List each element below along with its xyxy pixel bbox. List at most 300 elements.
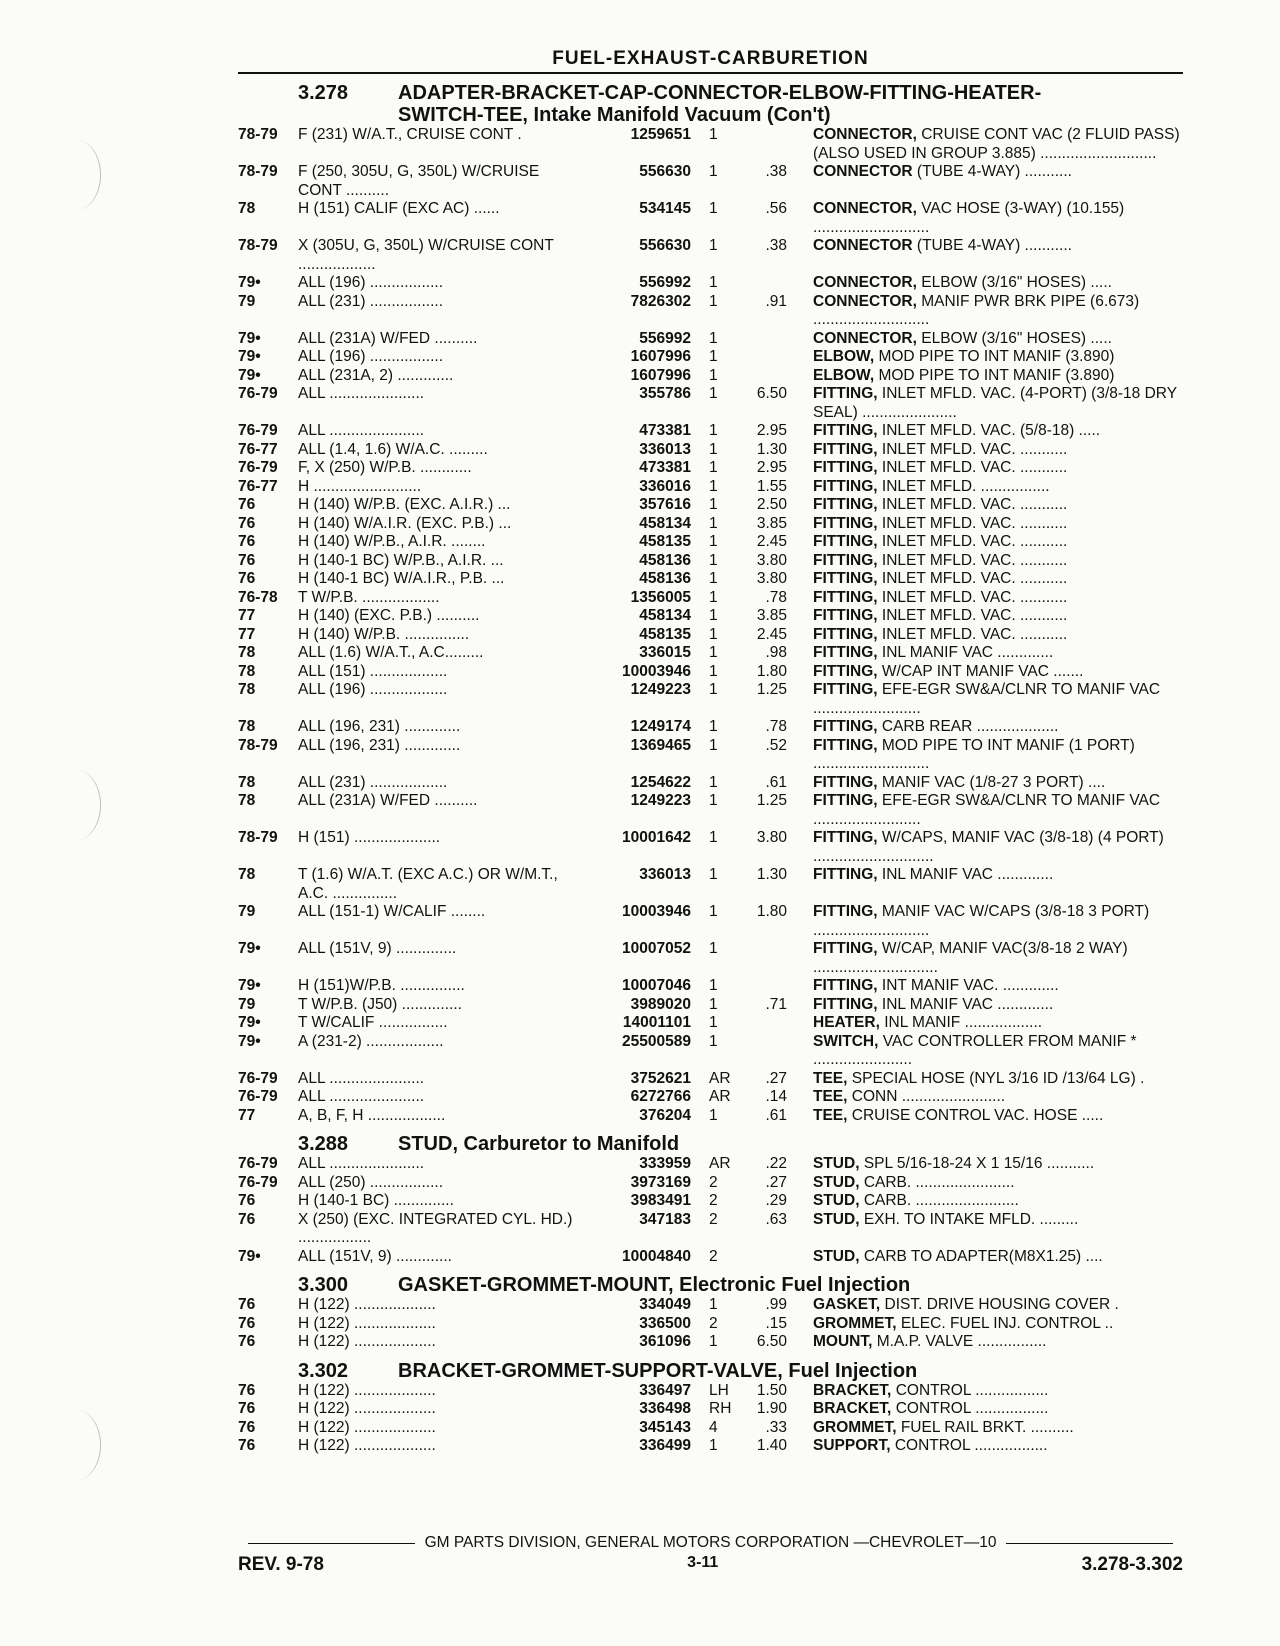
part-detail: CARB. ........................ — [863, 1192, 1019, 1209]
model-application: ALL (250) ................. — [298, 1173, 444, 1191]
price: .78 — [765, 588, 787, 606]
table-row — [238, 1174, 1183, 1193]
part-detail: INLET MFLD. ................ — [881, 477, 1050, 495]
price: .71 — [765, 995, 787, 1013]
part-description — [793, 1107, 1183, 1126]
table-row — [238, 459, 1183, 478]
table-row — [238, 1315, 1183, 1334]
part-description — [793, 126, 1183, 163]
part-name: FITTING, — [813, 995, 878, 1013]
price: .61 — [765, 773, 787, 791]
table-row — [238, 422, 1183, 441]
part-name: SUPPORT, — [813, 1437, 891, 1454]
section-heading-line1: BRACKET-GROMMET-SUPPORT-VALVE, Fuel Injection — [398, 1359, 918, 1382]
part-detail: CONTROL ................. — [894, 1437, 1048, 1454]
quantity: 1 — [709, 736, 718, 754]
part-description — [793, 367, 1183, 386]
model-application: ALL (151) .................. — [298, 662, 448, 680]
part-number: 347183 — [639, 1210, 691, 1228]
model-year: 77 — [238, 625, 256, 643]
part-name: FITTING, — [813, 736, 878, 754]
model-year: 78-79 — [238, 829, 278, 846]
price: .27 — [765, 1173, 787, 1191]
part-name: TEE, — [813, 1088, 848, 1105]
model-application: H (151)W/P.B. ............... — [298, 977, 465, 994]
table-row — [238, 515, 1183, 534]
part-number: 10007052 — [622, 940, 691, 957]
quantity: 1 — [709, 163, 718, 180]
part-description — [793, 496, 1183, 515]
table-row — [238, 163, 1183, 200]
part-number: 473381 — [639, 459, 691, 476]
price: 1.30 — [756, 440, 787, 458]
quantity: 1 — [709, 718, 718, 735]
part-number: 357616 — [639, 496, 691, 513]
quantity: 1 — [709, 977, 718, 994]
part-detail: (TUBE 4-WAY) ........... — [916, 163, 1072, 180]
part-description — [793, 1437, 1183, 1456]
quantity: 2 — [709, 1247, 718, 1265]
model-application: ALL (196) ................. — [298, 274, 444, 291]
quantity: 4 — [709, 1418, 718, 1436]
table-row — [238, 718, 1183, 737]
model-application: X (305U, G, 350L) W/CRUISE CONT .................. — [298, 237, 558, 273]
model-application: H (122) ................... — [298, 1333, 436, 1350]
part-number: 336013 — [639, 866, 691, 883]
model-year: 76 — [238, 1210, 256, 1228]
price: .33 — [765, 1418, 787, 1436]
part-number: 458135 — [639, 625, 691, 643]
part-description — [793, 552, 1183, 571]
model-year: 79• — [238, 366, 261, 384]
quantity: 1 — [709, 533, 718, 550]
part-number: 7826302 — [630, 292, 691, 310]
model-year: 76-77 — [238, 477, 278, 495]
table-row — [238, 570, 1183, 589]
quantity: 1 — [709, 1333, 718, 1350]
part-name: FITTING, — [813, 681, 878, 698]
model-application: H (122) ................... — [298, 1296, 436, 1313]
table-row — [238, 774, 1183, 793]
sections-container — [238, 82, 1183, 1456]
part-description — [793, 940, 1183, 977]
table-row — [238, 792, 1183, 829]
model-year: 79• — [238, 1014, 261, 1031]
part-description — [793, 385, 1183, 422]
quantity: AR — [709, 1069, 731, 1087]
part-number: 10003946 — [622, 662, 691, 680]
part-name: FITTING, — [813, 385, 878, 402]
table-row — [238, 996, 1183, 1015]
table-row — [238, 552, 1183, 571]
section-title — [238, 1360, 1183, 1382]
section-number: 3.288 — [298, 1133, 349, 1155]
model-application: ALL (231) ................. — [298, 292, 444, 310]
price: 6.50 — [756, 1333, 787, 1350]
section-number: 3.302 — [298, 1359, 349, 1382]
section-heading — [398, 1360, 1183, 1382]
part-detail: INL MANIF VAC ............. — [881, 995, 1054, 1013]
model-application: T W/P.B. (J50) .............. — [298, 995, 462, 1013]
quantity: 1 — [709, 366, 718, 384]
part-name: STUD, — [813, 1155, 860, 1172]
model-year: 76-79 — [238, 1088, 278, 1105]
part-description — [793, 459, 1183, 478]
quantity: 1 — [709, 274, 718, 291]
price: 1.30 — [756, 866, 787, 883]
model-application: H (140-1 BC) .............. — [298, 1192, 454, 1209]
model-application: H (122) ................... — [298, 1381, 436, 1399]
part-description — [793, 330, 1183, 349]
price: .38 — [765, 163, 787, 180]
model-application: H (151) CALIF (EXC AC) ...... — [298, 200, 500, 217]
price: .78 — [765, 718, 787, 735]
part-description — [793, 1315, 1183, 1334]
part-detail: INLET MFLD. VAC. ........... — [881, 607, 1068, 624]
model-year: 76 — [238, 496, 256, 513]
part-name: FITTING, — [813, 977, 878, 994]
part-detail: MOD PIPE TO INT MANIF (3.890) — [878, 366, 1115, 384]
part-name: FITTING, — [813, 459, 878, 476]
model-year: 78 — [238, 866, 256, 883]
model-application: H (140) W/A.I.R. (EXC. P.B.) ... — [298, 514, 512, 532]
section-heading-line1: STUD, Carburetor to Manifold — [398, 1133, 680, 1155]
price: 1.80 — [756, 662, 787, 680]
part-detail: MANIF VAC (1/8-27 3 PORT) .... — [881, 773, 1106, 791]
model-year: 79• — [238, 1032, 261, 1050]
quantity: 1 — [709, 866, 718, 883]
quantity: AR — [709, 1155, 731, 1172]
part-detail: INT MANIF VAC. ............. — [881, 977, 1059, 994]
part-number: 1254622 — [630, 773, 691, 791]
model-year: 76 — [238, 1418, 256, 1436]
section-heading-line1: GASKET-GROMMET-MOUNT, Electronic Fuel Injection — [398, 1274, 911, 1296]
part-detail: INLET MFLD. VAC. ........... — [881, 459, 1068, 476]
part-description — [793, 996, 1183, 1015]
quantity: 1 — [709, 292, 718, 310]
part-description — [793, 237, 1183, 256]
part-detail: INLET MFLD. VAC. (4-PORT) (3/8-18 DRY SEAL) ...................... — [813, 385, 1177, 421]
table-row — [238, 385, 1183, 422]
table-row — [238, 1400, 1183, 1419]
part-detail: ELEC. FUEL INJ. CONTROL .. — [900, 1314, 1114, 1332]
part-description — [793, 626, 1183, 645]
part-detail: FUEL RAIL BRKT. .......... — [900, 1418, 1074, 1436]
section-number: 3.278 — [298, 82, 349, 104]
model-year: 78-79 — [238, 736, 278, 754]
price: .56 — [765, 200, 787, 217]
part-number: 10003946 — [622, 903, 691, 920]
part-detail: W/CAP INT MANIF VAC ....... — [881, 662, 1084, 680]
part-detail: CARB REAR ................... — [881, 718, 1059, 735]
price: .61 — [765, 1106, 787, 1124]
part-number: 6272766 — [630, 1088, 691, 1105]
price: 3.80 — [756, 829, 787, 846]
part-detail: INLET MFLD. VAC. ........... — [881, 440, 1068, 458]
price: .27 — [765, 1069, 787, 1087]
part-name: STUD, — [813, 1210, 860, 1228]
part-name: STUD, — [813, 1173, 860, 1191]
price: 1.50 — [756, 1381, 787, 1399]
part-number: 336499 — [639, 1437, 691, 1454]
model-year: 76-78 — [238, 588, 278, 606]
model-application: ALL (151-1) W/CALIF ........ — [298, 903, 486, 920]
price: 1.40 — [756, 1437, 787, 1454]
table-row — [238, 126, 1183, 163]
price: 1.55 — [756, 477, 787, 495]
table-row — [238, 903, 1183, 940]
part-name: MOUNT, — [813, 1333, 873, 1350]
part-number: 1607996 — [630, 366, 691, 384]
model-application: H (122) ................... — [298, 1418, 436, 1436]
part-name: TEE, — [813, 1069, 848, 1087]
model-application: ALL (196) ................. — [298, 348, 444, 365]
part-detail: CRUISE CONTROL VAC. HOSE ..... — [851, 1106, 1104, 1124]
table-row — [238, 1033, 1183, 1070]
part-name: GASKET, — [813, 1296, 881, 1313]
table-row — [238, 1088, 1183, 1107]
part-number: 336497 — [639, 1381, 691, 1399]
model-application: T (1.6) W/A.T. (EXC A.C.) OR W/M.T., A.C. ............... — [298, 866, 562, 902]
part-name: FITTING, — [813, 533, 878, 550]
table-row — [238, 1296, 1183, 1315]
part-name: FITTING, — [813, 625, 878, 643]
model-year: 78-79 — [238, 237, 278, 254]
part-description — [793, 478, 1183, 497]
price: 3.85 — [756, 607, 787, 624]
model-application: ALL ...................... — [298, 1088, 425, 1105]
part-description — [793, 663, 1183, 682]
table-row — [238, 1192, 1183, 1211]
table-row — [238, 866, 1183, 903]
part-detail: INLET MFLD. VAC. ........... — [881, 514, 1068, 532]
part-description — [793, 866, 1183, 885]
model-application: H (151) .................... — [298, 829, 441, 846]
part-detail: INLET MFLD. VAC. ........... — [881, 551, 1068, 569]
part-name: CONNECTOR — [813, 237, 913, 254]
model-application: H (122) ................... — [298, 1400, 436, 1417]
section-title — [238, 1274, 1183, 1296]
table-row — [238, 1107, 1183, 1126]
part-description — [793, 163, 1183, 182]
quantity: 1 — [709, 459, 718, 476]
model-year: 78 — [238, 792, 256, 809]
page-footer — [238, 1534, 1183, 1576]
model-year: 76 — [238, 1400, 256, 1417]
table-row — [238, 533, 1183, 552]
model-year: 76 — [238, 533, 256, 550]
binder-hole-3 — [52, 1410, 101, 1480]
part-detail: CARB. ....................... — [863, 1173, 1015, 1191]
model-year: 78 — [238, 644, 256, 661]
table-row — [238, 1155, 1183, 1174]
binder-hole-1 — [52, 140, 101, 210]
part-description — [793, 1174, 1183, 1193]
table-row — [238, 330, 1183, 349]
price: 3.80 — [756, 551, 787, 569]
part-number: 25500589 — [622, 1032, 691, 1050]
part-detail: W/CAP, MANIF VAC(3/8-18 2 WAY) ............................. — [813, 940, 1128, 976]
model-application: F (250, 305U, G, 350L) W/CRUISE CONT .......... — [298, 163, 544, 199]
part-name: FITTING, — [813, 570, 878, 587]
price: 6.50 — [756, 385, 787, 402]
part-number: 1249174 — [630, 718, 691, 735]
model-year: 76 — [238, 1314, 256, 1332]
quantity: 2 — [709, 1173, 718, 1191]
part-description — [793, 422, 1183, 441]
table-row — [238, 1070, 1183, 1089]
model-application: H ......................... — [298, 477, 422, 495]
part-number: 10004840 — [622, 1247, 691, 1265]
section-heading-line1: ADAPTER-BRACKET-CAP-CONNECTOR-ELBOW-FITTING-HEATER- — [398, 82, 1042, 104]
group-range: 3.278-3.302 — [1081, 1554, 1183, 1575]
table-row — [238, 237, 1183, 274]
part-number: 458135 — [639, 533, 691, 550]
table-row — [238, 1382, 1183, 1401]
part-name: FITTING, — [813, 773, 878, 791]
model-application: H (140-1 BC) W/A.I.R., P.B. ... — [298, 570, 505, 587]
quantity: 1 — [709, 422, 718, 439]
part-description — [793, 1419, 1183, 1438]
part-detail: INL MANIF VAC ............. — [881, 866, 1054, 883]
model-year: 76 — [238, 1333, 256, 1350]
part-number: 3752621 — [630, 1069, 691, 1087]
price: .52 — [765, 736, 787, 754]
model-application: ALL (196) .................. — [298, 681, 448, 698]
part-description — [793, 1211, 1183, 1230]
part-name: CONNECTOR, — [813, 329, 917, 347]
model-year: 76 — [238, 551, 256, 569]
part-number: 458134 — [639, 607, 691, 624]
part-number: 1249223 — [630, 681, 691, 698]
model-year: 79• — [238, 329, 261, 347]
quantity: 2 — [709, 1314, 718, 1332]
quantity: 1 — [709, 496, 718, 513]
quantity: 1 — [709, 1032, 718, 1050]
model-application: ALL (196, 231) ............. — [298, 718, 461, 735]
quantity: RH — [709, 1400, 732, 1417]
part-number: 345143 — [639, 1418, 691, 1436]
table-row — [238, 626, 1183, 645]
quantity: 1 — [709, 588, 718, 606]
part-detail: CONN ........................ — [851, 1088, 1006, 1105]
part-number: 556992 — [639, 274, 691, 291]
part-number: 361096 — [639, 1333, 691, 1350]
model-application: ALL ...................... — [298, 385, 425, 402]
part-description — [793, 1248, 1183, 1267]
part-description — [793, 903, 1183, 940]
part-description — [793, 1192, 1183, 1211]
part-description — [793, 200, 1183, 237]
model-application: H (140) (EXC. P.B.) .......... — [298, 607, 480, 624]
model-application: ALL (231A, 2) ............. — [298, 366, 454, 384]
model-year: 78-79 — [238, 126, 278, 143]
part-name: FITTING, — [813, 551, 878, 569]
part-number: 3973169 — [630, 1173, 691, 1191]
part-name: FITTING, — [813, 792, 878, 809]
model-application: F, X (250) W/P.B. ............ — [298, 459, 472, 476]
model-year: 78 — [238, 718, 256, 735]
part-name: FITTING, — [813, 829, 878, 846]
table-row — [238, 977, 1183, 996]
part-name: FITTING, — [813, 644, 878, 661]
part-number: 458136 — [639, 551, 691, 569]
part-description — [793, 441, 1183, 460]
part-detail: INLET MFLD. VAC. ........... — [881, 625, 1068, 643]
part-description — [793, 737, 1183, 774]
model-year: 76-77 — [238, 440, 278, 458]
part-detail: DIST. DRIVE HOUSING COVER . — [884, 1296, 1119, 1313]
part-number: 1369465 — [630, 736, 691, 754]
part-detail: CONTROL ................. — [895, 1381, 1049, 1399]
quantity: 1 — [709, 644, 718, 661]
quantity: 1 — [709, 440, 718, 458]
page-number: 3-11 — [687, 1554, 719, 1571]
quantity: 1 — [709, 237, 718, 254]
price: .98 — [765, 644, 787, 661]
table-row — [238, 681, 1183, 718]
section-heading — [398, 1133, 1183, 1155]
model-year: 78 — [238, 773, 256, 791]
part-detail: CONTROL ................. — [895, 1400, 1049, 1417]
part-detail: EFE-EGR SW&A/CLNR TO MANIF VAC ......................... — [813, 792, 1161, 828]
section-heading-line2: SWITCH-TEE, Intake Manifold Vacuum (Con't) — [398, 104, 831, 126]
part-description — [793, 533, 1183, 552]
model-application: H (122) ................... — [298, 1437, 436, 1454]
price: 2.95 — [756, 459, 787, 476]
model-application: H (140-1 BC) W/P.B., A.I.R. ... — [298, 551, 504, 569]
part-name: CONNECTOR — [813, 163, 913, 180]
part-detail: ELBOW (3/16" HOSES) ..... — [921, 274, 1112, 291]
revision-label: REV. 9-78 — [238, 1554, 324, 1575]
table-row — [238, 293, 1183, 330]
part-name: ELBOW, — [813, 366, 875, 384]
footer-publisher: GM PARTS DIVISION, GENERAL MOTORS CORPORATION —CHEVROLET—10 — [424, 1534, 997, 1551]
table-row — [238, 644, 1183, 663]
price: .14 — [765, 1088, 787, 1105]
model-year: 77 — [238, 607, 256, 624]
part-detail: MANIF VAC W/CAPS (3/8-18 3 PORT) ........................... — [813, 903, 1150, 939]
part-number: 336016 — [639, 477, 691, 495]
quantity: 1 — [709, 792, 718, 809]
part-detail: ELBOW (3/16" HOSES) ..... — [921, 329, 1112, 347]
model-year: 76-79 — [238, 1173, 278, 1191]
part-number: 334049 — [639, 1296, 691, 1313]
part-detail: INL MANIF VAC ............. — [881, 644, 1054, 661]
part-name: FITTING, — [813, 477, 878, 495]
part-number: 376204 — [639, 1106, 691, 1124]
table-row — [238, 663, 1183, 682]
quantity: 1 — [709, 477, 718, 495]
table-row — [238, 1333, 1183, 1352]
table-row — [238, 200, 1183, 237]
model-application: ALL (231) .................. — [298, 773, 448, 791]
part-name: CONNECTOR, — [813, 292, 917, 310]
model-application: ALL ...................... — [298, 1155, 425, 1172]
section-heading — [398, 82, 1183, 126]
part-description — [793, 515, 1183, 534]
part-name: HEATER, — [813, 1014, 880, 1031]
model-year: 79• — [238, 1247, 261, 1265]
part-number: 10007046 — [622, 977, 691, 994]
part-detail: INLET MFLD. VAC. (5/8-18) ..... — [881, 422, 1101, 439]
quantity: 1 — [709, 126, 718, 143]
part-description — [793, 1296, 1183, 1315]
price: 2.45 — [756, 533, 787, 550]
part-number: 556992 — [639, 329, 691, 347]
part-name: FITTING, — [813, 440, 878, 458]
part-name: FITTING, — [813, 514, 878, 532]
